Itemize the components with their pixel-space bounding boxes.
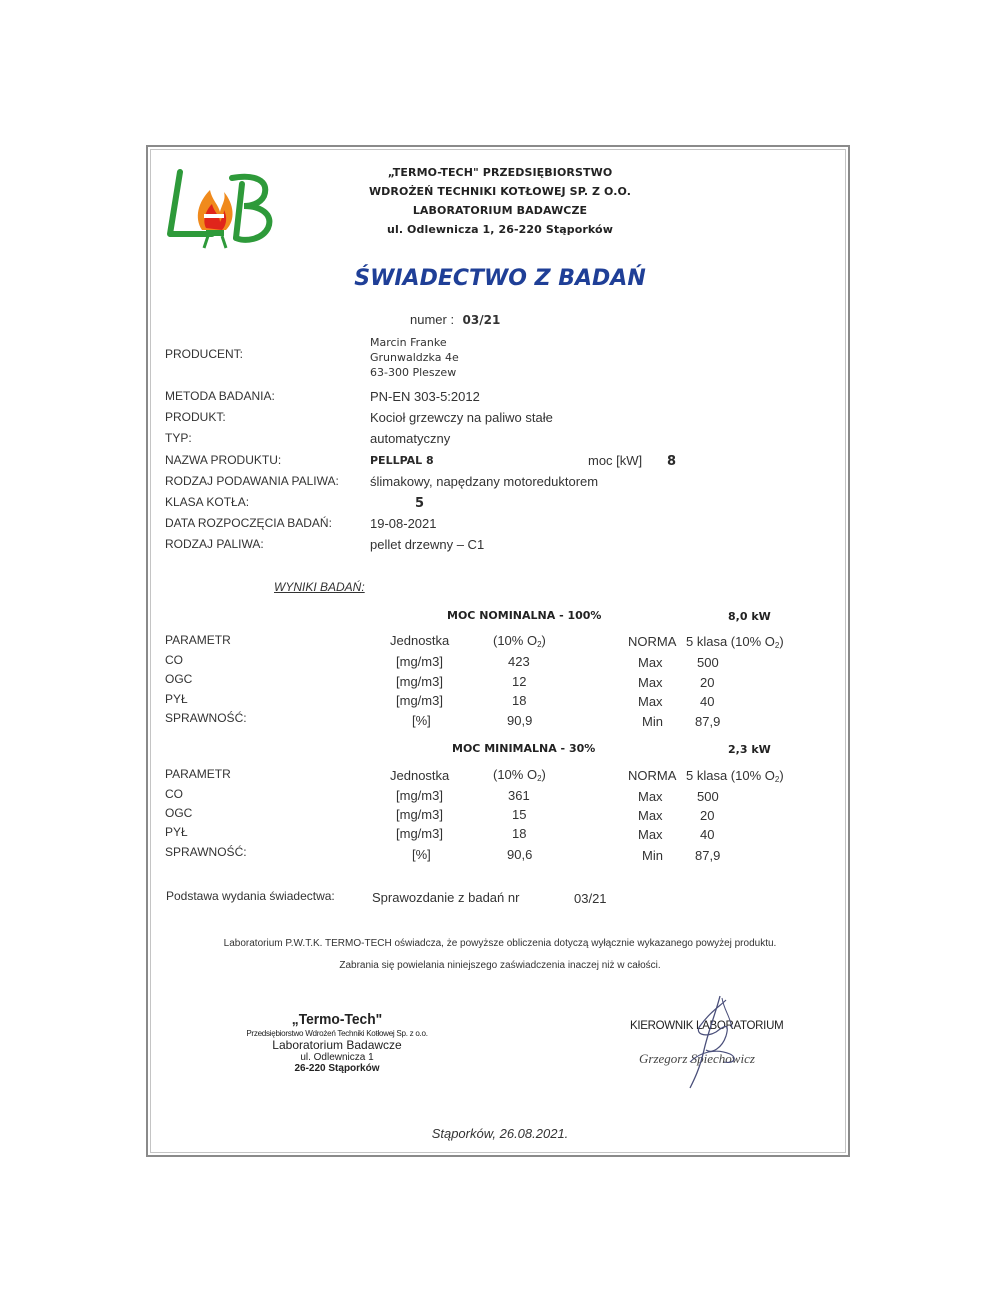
- nominal-col-klasa: 5 klasa (10% $O_2$): [686, 634, 784, 650]
- stamp-line-1: „Termo-Tech": [291, 1011, 383, 1028]
- param-unit: [%]: [412, 713, 431, 728]
- minimal-col-parametr: PARAMETR: [165, 767, 231, 781]
- produkt-label: PRODUKT:: [165, 410, 226, 424]
- produkt-value: Kocioł grzewczy na paliwo stałe: [370, 410, 553, 425]
- param-unit: [mg/m3]: [396, 807, 443, 822]
- nominal-col-wynik: (10% $O_2$): [493, 633, 546, 649]
- paliwo-label: RODZAJ PALIWA:: [165, 537, 264, 551]
- moc-value: 8: [667, 454, 677, 469]
- param-limit: 87,9: [695, 714, 721, 729]
- param-value: 12: [512, 674, 527, 689]
- param-norm: Max: [638, 675, 663, 690]
- param-value: 15: [512, 807, 527, 822]
- param-limit: 500: [697, 655, 719, 670]
- basis-number: 03/21: [574, 891, 607, 906]
- minimal-col-norma: NORMA: [628, 768, 677, 783]
- minimal-col-wynik: (10% $O_2$): [493, 767, 546, 783]
- producent-line-2: Grunwaldzka 4e: [370, 351, 459, 364]
- stamp-line-2: Przedsiębiorstwo Wdrożeń Techniki Kotłowej Sp. z o.o.: [246, 1028, 428, 1038]
- stamp-line-3: Laboratorium Badawcze: [272, 1038, 402, 1052]
- signature-role: KIEROWNIK LABORATORIUM: [630, 1020, 784, 1032]
- param-norm: Max: [638, 808, 663, 823]
- stamp-line-5: 26-220 Stąporków: [294, 1063, 380, 1074]
- param-norm: Max: [638, 827, 663, 842]
- param-norm: Max: [638, 694, 663, 709]
- param-unit: [mg/m3]: [396, 674, 443, 689]
- nominal-title: MOC NOMINALNA - 100%: [447, 609, 602, 622]
- nominal-col-parametr: PARAMETR: [165, 633, 231, 647]
- moc-label: moc [kW]: [588, 453, 643, 468]
- results-title: WYNIKI BADAŃ:: [274, 580, 365, 594]
- number-value: 03/21: [462, 313, 501, 327]
- param-name: SPRAWNOŚĆ:: [165, 711, 247, 725]
- param-name: PYŁ: [165, 825, 188, 839]
- producent-label: PRODUCENT:: [165, 347, 244, 361]
- header-line-3: LABORATORIUM BADAWCZE: [412, 204, 588, 217]
- param-limit: 40: [700, 827, 715, 842]
- param-value: 423: [508, 654, 530, 669]
- company-stamp: [232, 1011, 442, 1074]
- metoda-label: METODA BADANIA:: [165, 389, 275, 403]
- header-line-4: ul. Odlewnicza 1, 26-220 Stąporków: [387, 223, 613, 236]
- lab-logo-graphic: [160, 164, 280, 254]
- producent-line-3: 63-300 Pleszew: [370, 366, 457, 379]
- param-unit: [mg/m3]: [396, 788, 443, 803]
- nominal-col-jednostka: Jednostka: [390, 633, 450, 648]
- document-title: ŚWIADECTWO Z BADAŃ: [354, 266, 646, 291]
- header-line-1: „TERMO-TECH" PRZEDSIĘBIORSTWO: [387, 166, 613, 179]
- klasa-label: KLASA KOTŁA:: [165, 495, 250, 509]
- param-unit: [%]: [412, 847, 431, 862]
- param-norm: Min: [642, 848, 663, 863]
- param-norm: Max: [638, 789, 663, 804]
- typ-value: automatyczny: [370, 431, 451, 446]
- nazwa-label: NAZWA PRODUKTU:: [165, 453, 282, 467]
- param-name: OGC: [165, 672, 193, 686]
- handwritten-signature: [660, 992, 760, 1092]
- nominal-col-norma: NORMA: [628, 634, 677, 649]
- nominal-power: 8,0 kW: [728, 610, 771, 623]
- param-name: PYŁ: [165, 692, 188, 706]
- basis-text: Sprawozdanie z badań nr: [372, 890, 520, 905]
- place-date: Stąporków, 26.08.2021.: [431, 1126, 569, 1141]
- param-name: SPRAWNOŚĆ:: [165, 845, 247, 859]
- basis-label: Podstawa wydania świadectwa:: [166, 889, 335, 903]
- param-name: OGC: [165, 806, 193, 820]
- param-limit: 40: [700, 694, 715, 709]
- producent-line-1: Marcin Franke: [370, 336, 447, 349]
- param-value: 18: [512, 826, 527, 841]
- param-limit: 20: [700, 675, 715, 690]
- param-name: CO: [165, 653, 183, 667]
- param-value: 90,6: [507, 847, 533, 862]
- param-value: 18: [512, 693, 527, 708]
- klasa-value: 5: [415, 496, 425, 511]
- minimal-col-jednostka: Jednostka: [390, 768, 450, 783]
- param-limit: 500: [697, 789, 719, 804]
- param-value: 361: [508, 788, 530, 803]
- number-label: numer :: [410, 312, 455, 327]
- param-norm: Min: [642, 714, 663, 729]
- signature-name: Grzegorz Spiechowicz: [639, 1051, 755, 1066]
- typ-label: TYP:: [165, 431, 192, 445]
- minimal-title: MOC MINIMALNA - 30%: [452, 742, 596, 755]
- param-limit: 20: [700, 808, 715, 823]
- header-line-2: WDROŻEŃ TECHNIKI KOTŁOWEJ SP. Z O.O.: [368, 185, 632, 198]
- metoda-value: PN-EN 303-5:2012: [370, 389, 480, 404]
- param-value: 90,9: [507, 713, 533, 728]
- nazwa-value: PELLPAL 8: [370, 454, 434, 467]
- param-norm: Max: [638, 655, 663, 670]
- param-unit: [mg/m3]: [396, 693, 443, 708]
- rodzaj-podawania-value: ślimakowy, napędzany motoreduktorem: [370, 474, 599, 489]
- param-unit: [mg/m3]: [396, 826, 443, 841]
- minimal-power: 2,3 kW: [728, 743, 771, 756]
- lab-logo: [160, 164, 280, 254]
- paliwo-value: pellet drzewny – C1: [370, 537, 485, 552]
- note-line-1: Laboratorium P.W.T.K. TERMO-TECH oświadcza, że powyższe obliczenia dotyczą wyłącznie wykazanego powyżej produktu.: [223, 938, 777, 949]
- data-value: 19-08-2021: [370, 516, 437, 531]
- stamp-line-4: ul. Odlewnicza 1: [300, 1052, 374, 1063]
- param-unit: [mg/m3]: [396, 654, 443, 669]
- certificate-number: [410, 311, 500, 329]
- note-line-2: Zabrania się powielania niniejszego zaświadczenia inaczej niż w całości.: [339, 960, 661, 971]
- rodzaj-podawania-label: RODZAJ PODAWANIA PALIWA:: [165, 474, 339, 488]
- minimal-col-klasa: 5 klasa (10% $O_2$): [686, 768, 784, 784]
- param-limit: 87,9: [695, 848, 721, 863]
- data-label: DATA ROZPOCZĘCIA BADAŃ:: [165, 516, 332, 530]
- param-name: CO: [165, 787, 183, 801]
